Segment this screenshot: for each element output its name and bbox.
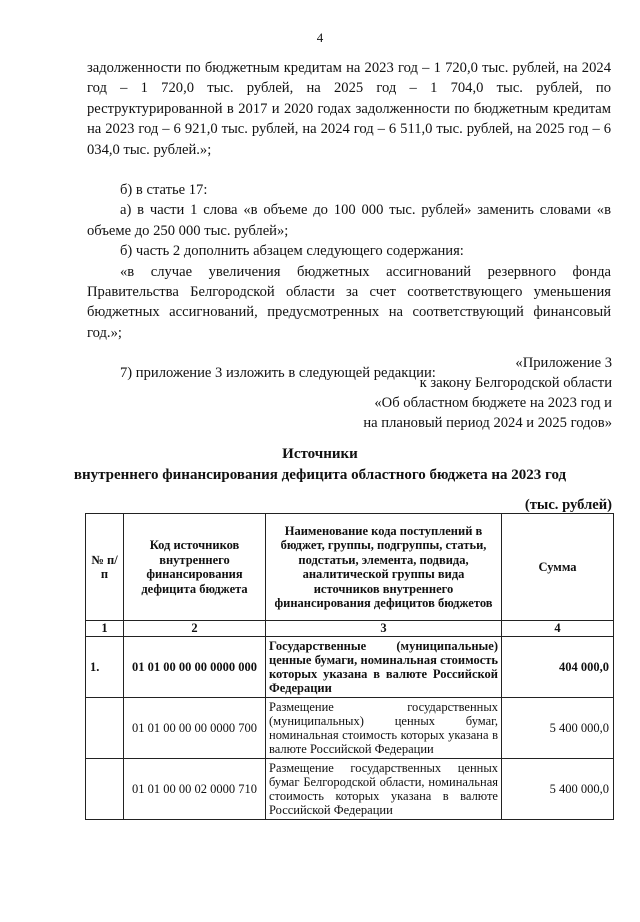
row-number (86, 698, 124, 759)
table-title (0, 444, 640, 486)
index-cell: 1 (86, 621, 124, 637)
table-row (86, 759, 614, 820)
row-name: Размещение государственных (муниципальных) ценных бумаг, номинальная стоимость которых указана в валюте Российской Федерации (266, 698, 502, 759)
appendix-line: к закону Белгородской области (419, 375, 612, 391)
body-text (87, 58, 611, 384)
paragraph-appendix-3: 7) приложение 3 изложить в следующей редакции: (120, 365, 436, 382)
table-row (86, 637, 614, 698)
table-header-row (86, 514, 614, 621)
row-name: Размещение государственных ценных бумаг Белгородской области, номинальная стоимость которых указана в валюте Российской Федерации (266, 759, 502, 820)
row-name: Государственные (муниципальные) ценные бумаги, номинальная стоимость которых указана в валюте Российской Федерации (266, 637, 502, 698)
table-row (86, 698, 614, 759)
page-number: 4 (316, 30, 324, 45)
table-index-row (86, 621, 614, 637)
row-code: 01 01 00 00 02 0000 710 (124, 759, 266, 820)
appendix-line: «Приложение 3 (515, 355, 612, 371)
paragraph-part-1: а) в части 1 слова «в объеме до 100 000 тыс. рублей» заменить словами «в объеме до 250 000 тыс. рублей»; (87, 202, 611, 239)
appendix-line: «Об областном бюджете на 2023 год и (374, 395, 612, 411)
paragraph-part-2: б) часть 2 дополнить абзацем следующего содержания: (120, 243, 464, 260)
row-code: 01 01 00 00 00 0000 000 (124, 637, 266, 698)
index-cell: 4 (502, 621, 614, 637)
row-sum: 5 400 000,0 (502, 698, 614, 759)
index-cell: 3 (266, 621, 502, 637)
row-sum: 5 400 000,0 (502, 759, 614, 820)
paragraph-debt: задолженности по бюджетным кредитам на 2023 год – 1 720,0 тыс. рублей, на 2024 год – 1 720,0 тыс. рублей, на 2025 год – 1 704,0 тыс. рублей, по реструктурированной в 2017 и 2020 годах задолженности по бюджетным кредитам на 2023 год – 6 921,0 тыс. рублей, на 2024 год – 6 511,0 тыс. рублей, на 2025 год – 6 034,0 тыс. рублей.»; (87, 60, 611, 158)
row-code: 01 01 00 00 00 0000 700 (124, 698, 266, 759)
index-cell: 2 (124, 621, 266, 637)
financing-sources-table (85, 513, 614, 820)
header-sum: Сумма (502, 514, 614, 621)
paragraph-article-17: б) в статье 17: (120, 182, 208, 199)
title-line-1: Источники (282, 446, 358, 462)
appendix-reference (363, 353, 612, 433)
paragraph-reserve-fund: «в случае увеличения бюджетных ассигнований резервного фонда Правительства Белгородской области за счет соответствующего уменьшения бюджетных ассигнований, предусмотренных на соответствующий финансовый год.»; (87, 263, 611, 341)
header-code: Код источников внутреннего финансирования дефицита бюджета (124, 514, 266, 621)
title-line-2: внутреннего финансирования дефицита областного бюджета на 2023 год (73, 467, 567, 483)
header-number: № п/п (86, 514, 124, 621)
row-sum: 404 000,0 (502, 637, 614, 698)
row-number: 1. (86, 637, 124, 698)
row-number (86, 759, 124, 820)
header-name: Наименование кода поступлений в бюджет, группы, подгруппы, статьи, подстатьи, элемента, подвида, аналитической группы вида источников внутреннего финансирования дефицитов бюджетов (266, 514, 502, 621)
units-label: (тыс. рублей) (524, 497, 612, 513)
appendix-line: на плановый период 2024 и 2025 годов» (363, 415, 612, 431)
